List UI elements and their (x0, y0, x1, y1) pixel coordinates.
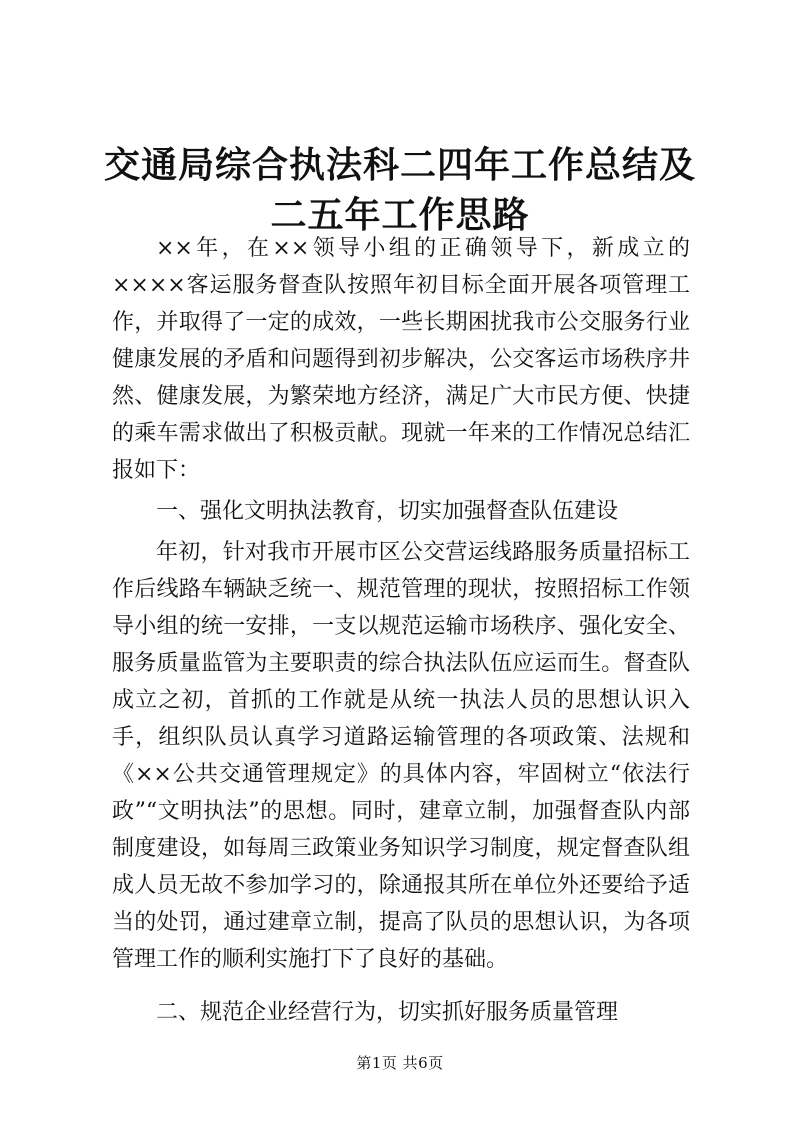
page-footer: 第1页 共6页 (356, 1054, 444, 1072)
intro-paragraph: ××年，在××领导小组的正确领导下，新成立的××××客运服务督查队按照年初目标全面开展各项管理工作，并取得了一定的成效，一些长期困扰我市公交服务行业健康发展的矛盾和问题得到初步解决，公交客运市场秩序井然、健康发展，为繁荣地方经济，满足广大市民方便、快捷的乘车需求做出了积极贡献。现就一年来的工作情况总结汇报如下： (112, 236, 690, 483)
document-body (112, 230, 690, 1035)
section-heading-1: 一、强化文明执法教育，切实加强督查队伍建设 (156, 499, 619, 524)
document-title: 交通局综合执法科二四年工作总结及二五年工作思路 (103, 144, 696, 236)
section-heading-2: 二、规范企业经营行为，切实抓好服务质量管理 (156, 1000, 619, 1025)
section-1-paragraph: 年初，针对我市开展市区公交营运线路服务质量招标工作后线路车辆缺乏统一、规范管理的现状，按照招标工作领导小组的统一安排，一支以规范运输市场秩序、强化安全、服务质量监管为主要职责的综合执法队伍应运而生。督查队成立之初，首抓的工作就是从统一执法人员的思想认识入手，组织队员认真学习道路运输管理的各项政策、法规和《××公共交通管理规定》的具体内容，牢固树立“依法行政”“文明执法”的思想。同时，建章立制，加强督查队内部制度建设，如每周三政策业务知识学习制度，规定督查队组成人员无故不参加学习的，除通报其所在单位外还要给予适当的处罚，通过建章立制，提高了队员的思想认识，为各项管理工作的顺利实施打下了良好的基础。 (112, 540, 690, 972)
